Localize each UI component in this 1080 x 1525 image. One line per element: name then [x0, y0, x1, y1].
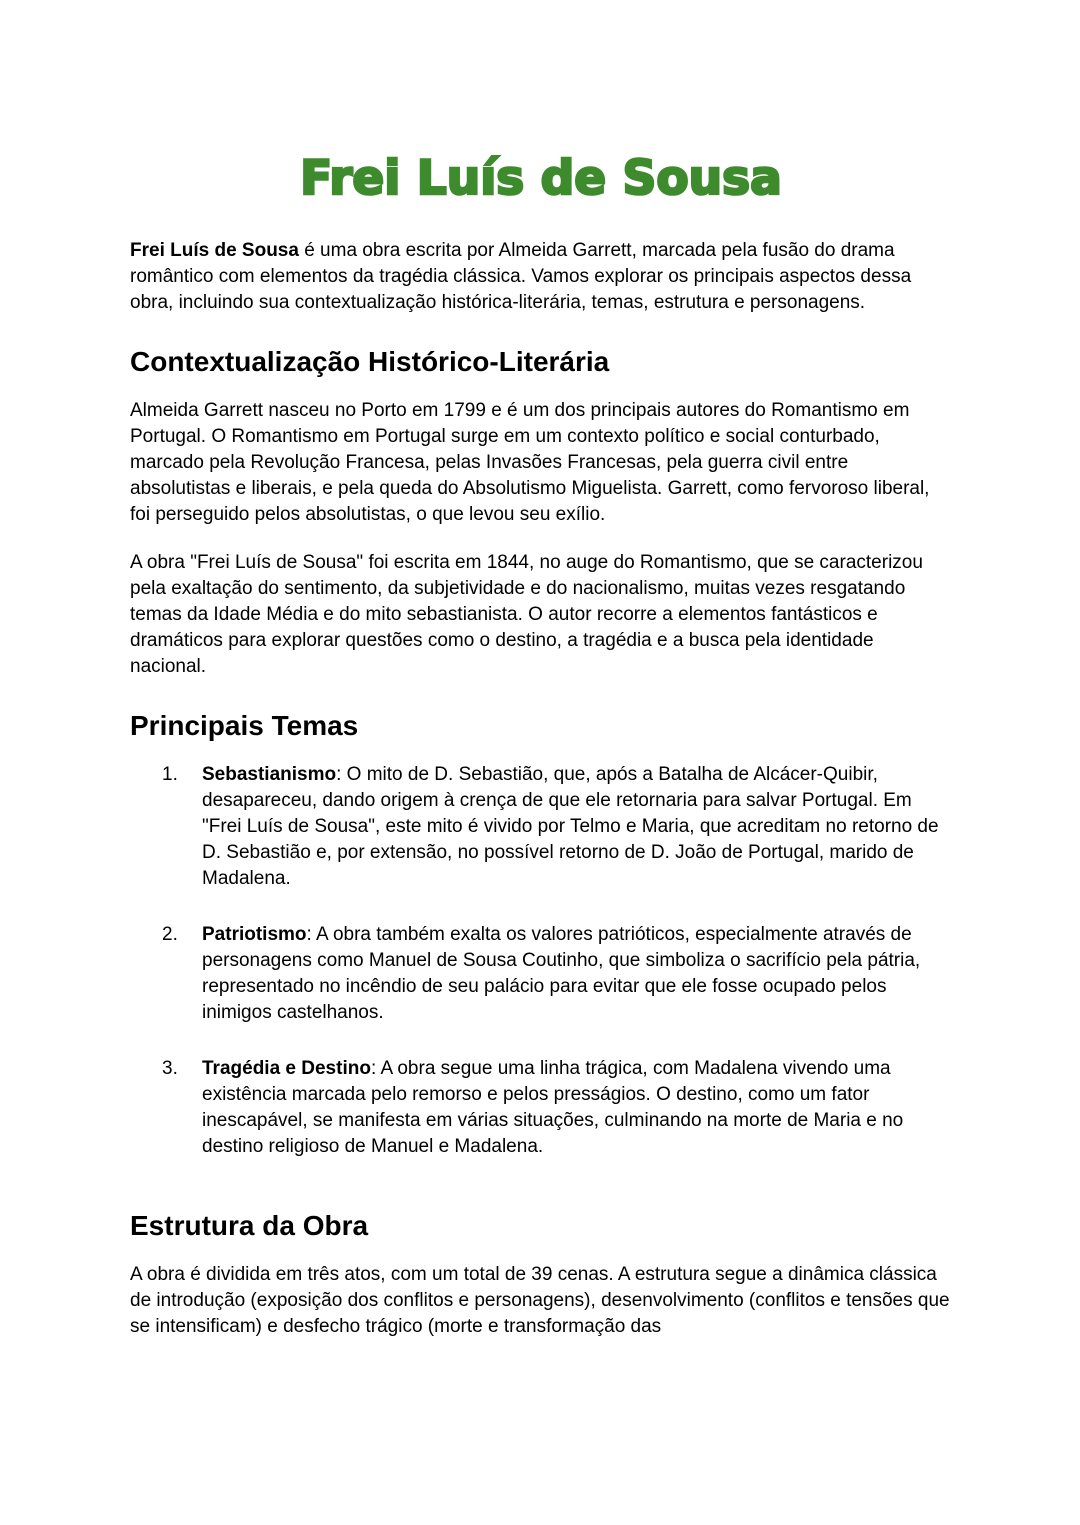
section-heading-temas: Principais Temas — [130, 710, 359, 741]
estrutura-paragraph-1: A obra é dividida em três atos, com um total de 39 cenas. A estrutura segue a dinâmica clássica de introdução (exposição dos conflitos e personagens), desenvolvimento (conflitos e tensões que se intensificam) e desfecho trágico (morte e transformação das — [130, 1264, 950, 1337]
contexto-paragraph-1: Almeida Garrett nasceu no Porto em 1799 e é um dos principais autores do Romantismo em Portugal. O Romantismo em Portugal surge em um contexto político e social conturbado, marcado pela Revolução Francesa, pelas Invasões Francesas, pela guerra civil entre absolutistas e liberais, e pela queda do Absolutismo Miguelista. Garrett, como fervoroso liberal, foi perseguido pelos absolutistas, o que levou seu exílio. — [130, 400, 930, 525]
themes-list — [130, 762, 952, 1160]
list-item-term: Sebastianismo — [202, 764, 337, 785]
section-heading-estrutura: Estrutura da Obra — [130, 1210, 369, 1241]
intro-bold-lead: Frei Luís de Sousa — [130, 240, 299, 261]
section-heading-contexto: Contextualização Histórico-Literária — [130, 346, 610, 377]
list-item-sebastianismo — [130, 762, 952, 892]
list-item-term: Patriotismo — [202, 924, 307, 945]
list-item-text: : A obra também exalta os valores patrióticos, especialmente através de personagens como Manuel de Sousa Coutinho, que simboliza o sacrifício pela pátria, representado no incêndio de seu palácio para evitar que ele fosse ocupado pelos inimigos castelhanos. — [202, 924, 921, 1023]
intro-text: é uma obra escrita por Almeida Garrett, marcada pela fusão do drama romântico com elementos da tragédia clássica. Vamos explorar os principais aspectos dessa obra, incluindo sua contextualização histórica-literária, temas, estrutura e personagens. — [130, 240, 912, 313]
document-content — [130, 148, 952, 1362]
intro-paragraph — [130, 238, 952, 316]
contexto-paragraph-2: A obra "Frei Luís de Sousa" foi escrita em 1844, no auge do Romantismo, que se caracterizou pela exaltação do sentimento, da subjetividade e do nacionalismo, muitas vezes resgatando temas da Idade Média e do mito sebastianista. O autor recorre a elementos fantásticos e dramáticos para explorar questões como o destino, a tragédia e a busca pela identidade nacional. — [130, 552, 923, 677]
document-title: Frei Luís de Sousa — [300, 151, 782, 206]
list-item-number: 3. — [162, 1058, 178, 1079]
list-item-patriotismo — [130, 922, 952, 1026]
list-item-number: 2. — [162, 924, 178, 945]
list-item-number: 1. — [162, 764, 178, 785]
list-item-term: Tragédia e Destino — [202, 1058, 371, 1079]
list-item-text: : O mito de D. Sebastião, que, após a Batalha de Alcácer-Quibir, desapareceu, dando origem à crença de que ele retornaria para salvar Portugal. Em "Frei Luís de Sousa", este mito é vivido por Telmo e Maria, que acreditam no retorno de D. Sebastião e, por extensão, no possível retorno de D. João de Portugal, marido de Madalena. — [202, 764, 939, 889]
list-item-text: : A obra segue uma linha trágica, com Madalena vivendo uma existência marcada pelo remorso e pelos presságios. O destino, como um fator inescapável, se manifesta em várias situações, culminando na morte de Maria e no destino religioso de Manuel e Madalena. — [202, 1058, 904, 1157]
list-item-tragedia-destino — [130, 1056, 952, 1160]
